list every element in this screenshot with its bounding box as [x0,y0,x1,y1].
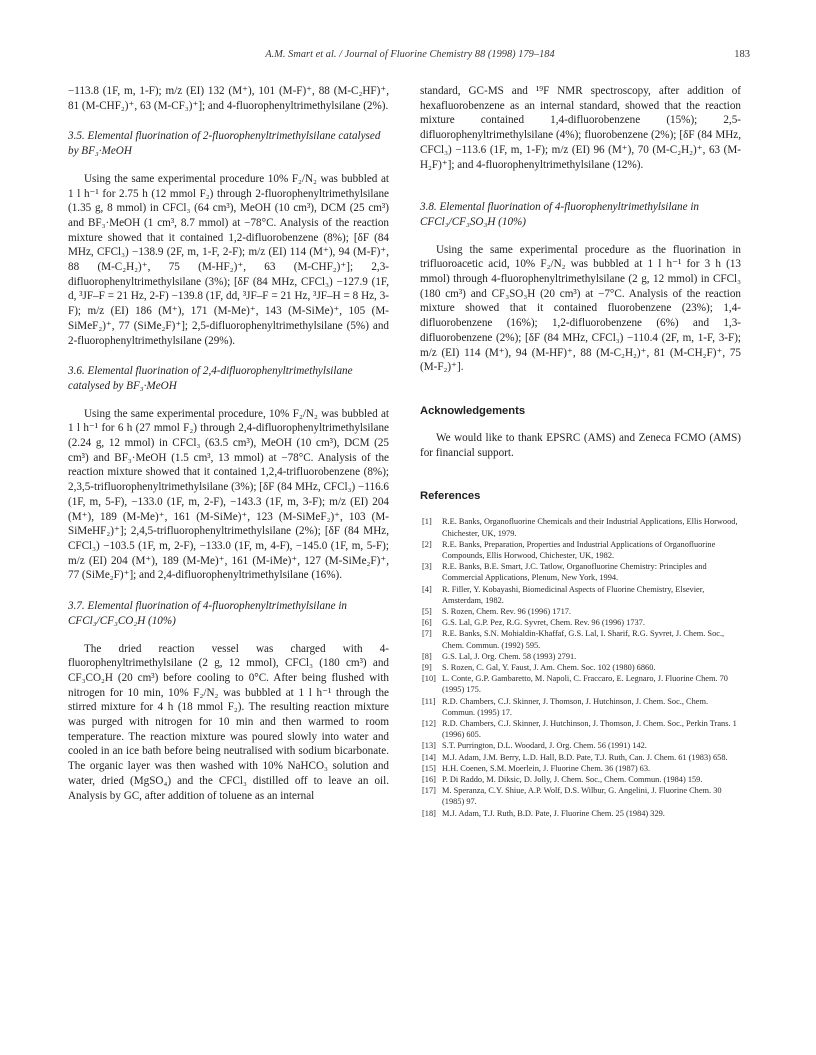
reference-number: [14] [422,752,436,762]
reference-item [420,584,741,606]
paragraph-3-5: Using the same experimental procedure 10% F₂/N₂ was bubbled at 1 l h⁻¹ for 2.75 h (12 mmol F₂) through 2-fluorophenyltrimethylsilane (1.35 g, 8 mmol) in CFCl₃ (64 cm³), MeOH (10 cm³), DCM (25 cm³) and BF₃·MeOH (1 cm³, 8.7 mmol) at −78°C. Analysis of the reaction mixture showed that it contained 1,2-difluorobenzene (8%); [δF (84 MHz, CFCl₃) −138.9 (2F, m, 1-F, 2-F); m/z (EI) 114 (M⁺), 94 (M-F)⁺, 88 (M-C₂H₂)⁺, 75 (M-HF₂)⁺, 63 (M-CHF₂)⁺]; 2,3-difluorophenyltrimethylsilane (3%); [δF (84 MHz, CFCl₃) −127.9 (1F, d, ³JF–F = 21 Hz, 2-F) −139.8 (1F, dd, ³JF–F = 21 Hz, ³JF–H = 8 Hz, 3-F); m/z (EI) 186 (M⁺), 171 (M-Me)⁺, 143 (M-SiMe)⁺, 105 (M-SiMeF₂)⁺, 77 (SiMe₂F)⁺]; 2,5-difluorophenyltrimethylsilane (5%) and 2-fluorophenyltrimethylsilane (29%). [68,172,389,347]
reference-text: S.T. Purrington, D.L. Woodard, J. Org. Chem. 56 (1991) 142. [442,741,647,751]
section-heading-3-8: 3.8. Elemental fluorination of 4-fluorophenyltrimethylsilane in CFCl₃/CF₃SO₃H (10%) [420,201,699,228]
reference-item [420,606,741,617]
reference-number: [1] [422,517,432,527]
reference-item [420,561,741,583]
reference-number: [16] [422,775,436,785]
reference-text: G.S. Lal, J. Org. Chem. 58 (1993) 2791. [442,651,577,661]
reference-item [420,662,741,673]
reference-text: R.E. Banks, B.E. Smart, J.C. Tatlow, Organofluorine Chemistry: Principles and Commercial Applications, Plenum, New York, 1994. [442,562,707,583]
reference-text: S. Rozen, Chem. Rev. 96 (1996) 1717. [442,606,572,616]
right-column [420,84,741,819]
reference-item [420,763,741,774]
section-heading-3-5: 3.5. Elemental fluorination of 2-fluorophenyltrimethylsilane catalysed by BF₃·MeOH [68,130,381,158]
reference-text: R.E. Banks, Organofluorine Chemicals and their Industrial Applications, Ellis Horwood, Chichester, UK, 1979. [442,517,738,538]
reference-number: [18] [422,808,436,818]
paragraph-continued-right: standard, GC-MS and ¹⁹F NMR spectroscopy, after addition of hexafluorobenzene as an internal standard, showed that the reaction mixture contained 1,4-difluorobenzene (15%); 2,5-difluorophenyltrimethylsilane (4%); fluorobenzene (2%); [δF (84 MHz, CFCl₃) −113.6 (1F, m, 1-F); m/z (EI) 96 (M⁺), 70 (M-C₂H₂)⁺, 63 (M-H₂F)⁺]; and 4-fluorophenyltrimethylsilane (12%). [420,85,741,171]
reference-item [420,774,741,785]
paragraph-3-6: Using the same experimental procedure, 10% F₂/N₂ was bubbled at 1 l h⁻¹ for 6 h (27 mmol F₂) through 2,4-difluorophenyltrimethylsilane (2.24 g, 12 mmol) in CFCl₃ (63.5 cm³), MeOH (10 cm³), DCM (25 cm³) and BF₃·MeOH (1.5 cm³, 13 mmol) at −78°C. Analysis of the reaction mixture showed that it contained 1,2,4-trifluorobenzene (8%); 2,3,5-trifluorophenyltrimethylsilane (3%); [δF (84 MHz, CFCl₃) −116.6 (1F, m, 5-F), −133.0 (1F, m, 2-F), −143.3 (1F, m, 3-F); m/z (EI) 204 (M⁺), 189 (M-Me)⁺, 161 (M-SiMe)⁺, 123 (M-SiMeF₂)⁺, 103 (M-SiMeHF₂)⁺]; 2,4,5-trifluorophenyltrimethylsilane (2%); [δF (84 MHz, CFCl₃) −103.5 (1F, m, 2-F), −133.0 (1F, m, 4-F), −145.0 (1F, m, 5-F); m/z (EI) 204 (M⁺), 189 (M-Me)⁺, 161 (M-iMe)⁺, 127 (M-SiMe₂F)⁺, 77 (SiMe₂F)⁺]; and 2,4-difluorophenyltrimethylsilane (16%). [68,407,389,582]
reference-item [420,539,741,561]
acknowledgements-text: We would like to thank EPSRC (AMS) and Zeneca FCMO (AMS) for financial support. [420,431,741,459]
reference-number: [15] [422,763,436,773]
reference-number: [11] [422,696,436,706]
reference-item [420,628,741,650]
reference-number: [9] [422,663,432,672]
reference-text: M. Speranza, C.Y. Shiue, A.P. Wolf, D.S. Wilbur, G. Angelini, J. Fluorine Chem. 30 (1985) 97. [442,786,722,807]
paragraph-3-7: The dried reaction vessel was charged with 4-fluorophenyltrimethylsilane (2 g, 12 mmol), CFCl₃ (180 cm³) and CF₃CO₂H (20 cm³) before cooling to 0°C. After being flushed with nitrogen for 10 min, 10% F₂/N₂ was bubbled at 1 l h⁻¹ through the stirred mixture for 4 h (18 mmol F₂). The resulting reaction mixture was purged with nitrogen for 10 min and then warmed to room temperature. The reaction mixture was poured slowly into water and cooled in an ice bath before being neutralised with sodium bicarbonate. The organic layer was then washed with 10% NaHCO₃ solution and water, dried (MgSO₄) and the CFCl₃ distilled off to leave an oil. Analysis by GC, after addition of toluene as an internal [68,642,389,802]
reference-item [420,696,741,718]
reference-item [420,752,741,763]
reference-item [420,651,741,662]
reference-text: L. Conte, G.P. Gambaretto, M. Napoli, C. Fraccaro, E. Legnaro, J. Fluorine Chem. 70 (1995) 175. [442,674,728,695]
reference-text: M.J. Adam, T.J. Ruth, B.D. Pate, J. Fluorine Chem. 25 (1984) 329. [442,808,665,818]
running-title: A.M. Smart et al. / Journal of Fluorine Chemistry 88 (1998) 179–184 [265,49,555,60]
reference-text: G.S. Lal, G.P. Pez, R.G. Syvret, Chem. Rev. 96 (1996) 1737. [442,618,645,628]
reference-number: [4] [422,584,432,594]
reference-number: [2] [422,539,432,549]
reference-number: [7] [422,629,432,639]
reference-number: [17] [422,786,436,796]
reference-number: [10] [422,674,436,684]
running-header [70,49,750,63]
paragraph-continued: −113.8 (1F, m, 1-F); m/z (EI) 132 (M⁺), 101 (M-F)⁺, 88 (M-C₂HF)⁺, 81 (M-CHF₂)⁺, 63 (M-CF₃)⁺]; and 4-fluorophenyltrimethylsilane (2%). [68,85,389,112]
reference-item [420,516,741,538]
reference-number: [5] [422,606,432,616]
reference-text: R.E. Banks, S.N. Mohialdin-Khaffaf, G.S. Lal, I. Sharif, R.G. Syvret, J. Chem. Soc., Chem. Commun. (1992) 595. [442,629,725,650]
reference-text: R.D. Chambers, C.J. Skinner, J. Thomson, J. Hutchinson, J. Chem. Soc., Chem. Commun. (1995) 17. [442,696,709,717]
references-heading: References [420,490,481,503]
paragraph-3-8: Using the same experimental procedure as the fluorination in trifluoroacetic acid, 10% F₂/N₂ was bubbled at 1 l h⁻¹ for 3 h (13 mmol) through 4-fluorophenyltrimethylsilane (2 g, 12 mmol) in CFCl₃ (180 cm³) and CF₃SO₃H (20 cm³) at −7°C. Analysis of the reaction mixture showed that it contained fluorobenzene (23%); 1,4-difluorobenzene (16%); 1,2-difluorobenzene (6%) and 1,3-difluorobenzene (2%); [δF (84 MHz, CFCl₃) −110.4 (2F, m, 1-F, 3-F); m/z (EI) 114 (M⁺), 94 (M-HF)⁺, 88 (M-C₂H₂)⁺, 81 (M-CH₂F)⁺, 75 (M-F₂)⁺]. [420,243,741,374]
reference-number: [8] [422,651,432,661]
reference-text: R.E. Banks, Preparation, Properties and Industrial Applications of Organofluorine Compounds, Ellis Horwood, Chichester, UK, 1982. [442,539,716,560]
reference-list [420,516,741,818]
page-number: 183 [734,49,750,60]
reference-text: R.D. Chambers, C.J. Skinner, J. Hutchinson, J. Thomson, J. Chem. Soc., Perkin Trans. 1 (1996) 605. [442,719,737,740]
reference-number: [12] [422,719,436,729]
reference-text: S. Rozen, C. Gal, Y. Faust, J. Am. Chem. Soc. 102 (1980) 6860. [442,663,656,672]
reference-text: H.H. Coenen, S.M. Moerlein, J. Fluorine Chem. 36 (1987) 63. [442,763,651,773]
reference-number: [3] [422,562,432,572]
reference-item [420,808,741,819]
reference-text: M.J. Adam, J.M. Berry, L.D. Hall, B.D. Pate, T.J. Ruth, Can. J. Chem. 61 (1983) 658. [442,752,728,762]
reference-text: R. Filler, Y. Kobayashi, Biomedicinal Aspects of Fluorine Chemistry, Elsevier, Amsterdam, 1982. [442,584,705,605]
reference-number: [13] [422,741,436,751]
section-heading-3-6: 3.6. Elemental fluorination of 2,4-difluorophenyltrimethylsilane catalysed by BF₃·MeOH [68,365,353,392]
reference-item [420,740,741,751]
reference-item [420,673,741,695]
left-column [68,84,389,803]
section-heading-3-7: 3.7. Elemental fluorination of 4-fluorophenyltrimethylsilane in CFCl₃/CF₃CO₂H (10%) [68,600,347,627]
reference-number: [6] [422,618,432,628]
reference-text: P. Di Raddo, M. Diksic, D. Jolly, J. Chem. Soc., Chem. Commun. (1984) 159. [442,775,703,785]
reference-item [420,785,741,807]
acknowledgements-heading: Acknowledgements [420,404,526,417]
reference-item [420,718,741,740]
reference-item [420,617,741,628]
